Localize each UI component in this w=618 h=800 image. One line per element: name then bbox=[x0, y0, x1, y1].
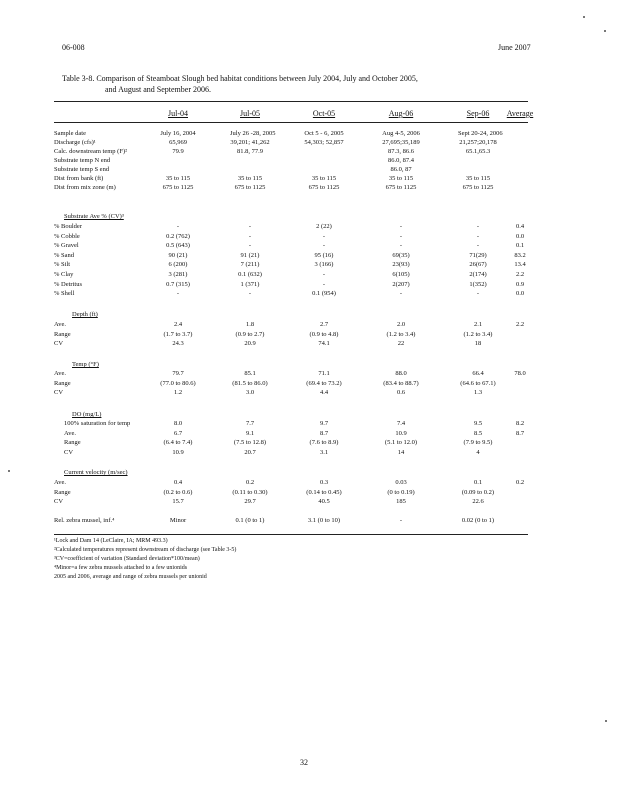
table-cell: 0.6 bbox=[396, 389, 406, 396]
table-row bbox=[54, 429, 528, 439]
caption-line-2: and August and September 2006. bbox=[105, 85, 211, 94]
table-cell: 2(174) bbox=[469, 271, 487, 278]
table-cell: (77.0 to 80.6) bbox=[160, 379, 196, 387]
col-oct05: Oct-05 bbox=[312, 109, 336, 118]
table-cell: 78.0 bbox=[514, 370, 526, 377]
table-cell: 10.9 bbox=[395, 429, 407, 437]
footnote-4: ⁴Minor=a few zebra mussels attached to a few unionids bbox=[54, 565, 188, 571]
substrate-title-row bbox=[54, 212, 528, 222]
table-cell: 91 (21) bbox=[240, 251, 260, 259]
table-cell: - bbox=[176, 290, 180, 298]
table-cell: 675 to 1125 bbox=[234, 184, 266, 191]
table-cell: 1.8 bbox=[245, 321, 255, 328]
table-cell: 79.7 bbox=[172, 370, 184, 377]
col-average: Average bbox=[506, 109, 534, 118]
table-cell: 4 bbox=[476, 448, 480, 456]
table-cell: 20.7 bbox=[244, 448, 256, 456]
table-cell: 24.3 bbox=[172, 340, 184, 347]
table-cell: (0.9 to 4.8) bbox=[309, 330, 339, 338]
row-label: Range bbox=[54, 330, 71, 338]
table-cell: 675 to 1125 bbox=[308, 184, 340, 191]
table-cell: - bbox=[399, 517, 403, 524]
table-cell: 35 to 115 bbox=[237, 175, 263, 182]
table-cell: - bbox=[176, 223, 180, 230]
doc-date: June 2007 bbox=[498, 43, 531, 52]
table-cell: 35 to 115 bbox=[465, 175, 491, 182]
table-cell: 8.5 bbox=[473, 429, 483, 437]
table-cell: - bbox=[399, 242, 403, 250]
table-cell: 35 to 115 bbox=[165, 175, 191, 182]
table-cell: 1.3 bbox=[473, 389, 483, 396]
column-header-row bbox=[54, 109, 534, 119]
table-cell: 23(93) bbox=[392, 261, 410, 269]
table-row bbox=[54, 183, 528, 193]
table-row bbox=[54, 320, 528, 330]
top-rule bbox=[54, 101, 528, 102]
row-label: % Silt bbox=[54, 261, 71, 269]
table-cell: (69.4 to 73.2) bbox=[306, 379, 342, 387]
table-cell: 88.0 bbox=[395, 370, 407, 377]
table-row bbox=[54, 488, 528, 498]
table-cell: 0.2 bbox=[245, 479, 255, 486]
row-label: % Detritus bbox=[54, 280, 82, 288]
table-cell: 15.7 bbox=[172, 498, 184, 505]
table-cell: Oct 5 - 6, 2005 bbox=[304, 130, 344, 137]
table-cell: - bbox=[248, 290, 252, 298]
row-label: % Boulder bbox=[54, 223, 82, 230]
bottom-rule bbox=[54, 534, 528, 535]
table-cell: (1.2 to 3.4) bbox=[463, 330, 493, 338]
table-cell: 3.1 bbox=[319, 448, 329, 456]
row-label: CV bbox=[54, 498, 64, 505]
table-cell: (1.2 to 3.4) bbox=[386, 330, 416, 338]
table-row bbox=[54, 379, 528, 389]
table-cell: 0.1 (0 to 1) bbox=[235, 517, 265, 524]
table-cell: 54,303; 52,857 bbox=[304, 139, 344, 146]
table-cell: (0.2 to 0.6) bbox=[163, 488, 193, 496]
table-cell: 7.4 bbox=[396, 420, 406, 427]
table-cell: 20.9 bbox=[244, 340, 256, 347]
table-cell: 3.0 bbox=[245, 389, 255, 396]
table-caption bbox=[62, 73, 542, 95]
table-cell: - bbox=[248, 223, 252, 230]
table-cell: 7 (211) bbox=[240, 261, 260, 269]
row-label: Dist from mix zone (m) bbox=[54, 184, 116, 191]
row-label: Discharge (cfs)¹ bbox=[54, 139, 96, 146]
table-cell: 35 to 115 bbox=[311, 175, 337, 182]
table-cell: (0.11 to 0.30) bbox=[232, 488, 268, 496]
table-cell: (6.4 to 7.4) bbox=[163, 439, 193, 446]
table-cell: 3.1 (0 to 10) bbox=[307, 517, 341, 524]
row-label: Range bbox=[54, 379, 71, 387]
table-row bbox=[54, 478, 528, 488]
table-cell: (81.5 to 86.0) bbox=[232, 379, 268, 387]
table-cell: 2.0 bbox=[396, 321, 406, 328]
table-cell: - bbox=[476, 232, 480, 240]
table-cell: 185 bbox=[396, 498, 406, 505]
table-row bbox=[54, 369, 528, 379]
table-cell: 29.7 bbox=[244, 498, 256, 505]
table-row bbox=[54, 339, 528, 349]
table-cell: July 26 -28, 2005 bbox=[230, 130, 276, 137]
row-label: % Cobble bbox=[54, 232, 80, 240]
depth-title-row bbox=[54, 310, 528, 320]
table-cell: 6.7 bbox=[173, 429, 183, 437]
row-label: Ave. bbox=[64, 429, 76, 437]
table-cell: 18 bbox=[474, 340, 482, 347]
col-sep06: Sep-06 bbox=[466, 109, 490, 118]
table-cell: 27,695;35,189 bbox=[382, 139, 420, 146]
table-cell: 7.7 bbox=[245, 420, 255, 427]
substrate-title: Substrate Ave % (CV)³ bbox=[64, 213, 124, 220]
table-cell: - bbox=[476, 242, 480, 250]
table-row bbox=[54, 260, 528, 270]
footnote-3: ³CV=coefficient of variation (Standard deviation*100/mean) bbox=[54, 556, 200, 562]
table-cell: 8.7 bbox=[319, 429, 329, 437]
table-row bbox=[54, 222, 528, 232]
table-row bbox=[54, 448, 528, 458]
row-label: Range bbox=[64, 439, 81, 446]
table-row bbox=[54, 270, 528, 280]
col-jul04: Jul-04 bbox=[168, 109, 188, 118]
do-title: DO (mg/L) bbox=[72, 411, 102, 418]
table-row bbox=[54, 330, 528, 340]
table-cell: 1(352) bbox=[469, 280, 487, 288]
table-cell: (7.6 to 8.9) bbox=[309, 439, 339, 446]
table-cell: 21,257;20,178 bbox=[459, 139, 497, 146]
table-cell: 0.7 (315) bbox=[166, 280, 190, 288]
table-cell: 2(207) bbox=[392, 280, 410, 288]
table-cell: 8.2 bbox=[515, 420, 525, 427]
table-cell: - bbox=[399, 232, 403, 240]
page-number: 32 bbox=[300, 758, 308, 767]
row-label: % Gravel bbox=[54, 242, 79, 250]
table-cell: 0.2 bbox=[515, 479, 525, 486]
zebra-mussel-row bbox=[54, 516, 528, 526]
table-cell: 0.1 bbox=[515, 242, 525, 250]
table-cell: 0.1 (632) bbox=[238, 271, 262, 278]
table-cell: 3 (281) bbox=[168, 271, 188, 278]
table-cell: 10.9 bbox=[172, 448, 184, 456]
col-aug06: Aug-06 bbox=[388, 109, 414, 118]
table-cell: 86.0, 87.4 bbox=[388, 157, 414, 164]
table-cell: 6 (200) bbox=[168, 261, 188, 269]
depth-title: Depth (ft) bbox=[72, 311, 98, 318]
table-cell: (7.5 to 12.8) bbox=[233, 439, 267, 446]
table-cell: - bbox=[322, 232, 326, 240]
table-cell: 26(67) bbox=[469, 261, 487, 269]
table-cell: 0.3 bbox=[319, 479, 329, 486]
col-jul05: Jul-05 bbox=[240, 109, 260, 118]
table-cell: (5.1 to 12.0) bbox=[384, 439, 418, 446]
row-label: % Shell bbox=[54, 290, 75, 298]
table-cell: 3 (166) bbox=[314, 261, 334, 269]
table-row bbox=[54, 241, 528, 251]
table-cell: - bbox=[476, 223, 480, 230]
table-cell: 2.1 bbox=[473, 321, 483, 328]
table-cell: 1.2 bbox=[173, 389, 183, 396]
table-cell: (0.9 to 2.7) bbox=[235, 330, 265, 338]
row-label: Ave. bbox=[54, 321, 66, 328]
table-cell: 65.1,65.3 bbox=[465, 148, 491, 155]
table-cell: (0.14 to 0.45) bbox=[306, 488, 342, 496]
table-cell: 0.9 bbox=[515, 280, 525, 288]
table-cell: 8.7 bbox=[515, 429, 525, 437]
table-cell: 69(35) bbox=[392, 251, 410, 259]
table-cell: 71.1 bbox=[318, 370, 330, 377]
velocity-title-row bbox=[54, 468, 528, 478]
table-cell: - bbox=[248, 232, 252, 240]
table-cell: 2.4 bbox=[173, 321, 183, 328]
table-cell: (0.09 to 0.2) bbox=[461, 488, 495, 496]
table-cell: - bbox=[399, 290, 403, 298]
scan-speck bbox=[8, 470, 10, 472]
table-cell: 2 (22) bbox=[316, 223, 332, 230]
doc-id: 06-008 bbox=[62, 43, 85, 52]
table-cell: - bbox=[476, 290, 480, 298]
table-cell: (7.9 to 9.5) bbox=[463, 439, 493, 446]
table-cell: 22.6 bbox=[472, 498, 484, 505]
table-cell: 95 (16) bbox=[314, 251, 334, 259]
row-label: Ave. bbox=[54, 370, 66, 377]
scan-speck bbox=[605, 720, 607, 722]
row-label: % Clay bbox=[54, 271, 74, 278]
table-cell: - bbox=[322, 242, 326, 250]
table-cell: 2.2 bbox=[515, 321, 525, 328]
row-label: Substrate temp N end bbox=[54, 157, 111, 164]
table-cell: 0.2 (762) bbox=[166, 232, 190, 240]
table-row bbox=[54, 419, 528, 429]
table-row bbox=[54, 438, 528, 448]
table-cell: 0.0 bbox=[515, 290, 525, 298]
table-row bbox=[54, 497, 528, 507]
table-row bbox=[54, 280, 528, 290]
table-cell: 9.5 bbox=[473, 420, 483, 427]
table-cell: (83.4 to 88.7) bbox=[383, 379, 419, 387]
table-cell: 675 to 1125 bbox=[162, 184, 194, 191]
table-cell: 90 (21) bbox=[168, 251, 188, 259]
table-row bbox=[54, 251, 528, 261]
row-label: CV bbox=[64, 448, 74, 456]
table-cell: 87.3, 86.6 bbox=[388, 148, 414, 155]
row-label: CV bbox=[54, 389, 64, 396]
scan-speck bbox=[604, 30, 606, 32]
table-cell: 14 bbox=[397, 448, 405, 456]
row-label: Calc. downstream temp (F)² bbox=[54, 148, 128, 155]
row-label: Rel. zebra mussel, inf.⁴ bbox=[54, 517, 115, 524]
table-cell: 65,969 bbox=[169, 139, 187, 146]
table-row bbox=[54, 232, 528, 242]
table-cell: 0.0 bbox=[515, 232, 525, 240]
table-cell: - bbox=[322, 271, 326, 278]
table-cell: 40.5 bbox=[318, 498, 330, 505]
table-cell: 8.0 bbox=[173, 420, 183, 427]
footnote-2: ²Calculated temperatures represent downstream of discharge (see Table 3-5) bbox=[54, 547, 237, 553]
table-cell: 1 (371) bbox=[240, 280, 260, 288]
table-cell: 39,201; 41,262 bbox=[230, 139, 270, 146]
table-cell: 13.4 bbox=[514, 261, 526, 269]
temp-title: Temp (°F) bbox=[72, 361, 99, 368]
table-cell: 74.1 bbox=[318, 340, 330, 347]
table-cell: 85.1 bbox=[244, 370, 256, 377]
footnotes bbox=[54, 537, 236, 582]
row-label: 100% saturation for temp bbox=[64, 420, 131, 427]
row-label: Substrate temp S end bbox=[54, 166, 110, 173]
table-cell: Minor bbox=[169, 517, 187, 524]
table-cell: 0.4 bbox=[515, 223, 525, 230]
table-cell: 9.7 bbox=[319, 420, 329, 427]
table-cell: 675 to 1125 bbox=[385, 184, 417, 191]
table-cell: 22 bbox=[397, 340, 405, 347]
table-cell: 0.5 (643) bbox=[166, 242, 190, 250]
table-cell: 0.02 (0 to 1) bbox=[461, 517, 495, 524]
table-cell: 86.0, 87 bbox=[390, 166, 412, 173]
table-cell: (0 to 0.19) bbox=[387, 488, 415, 496]
table-cell: 2.7 bbox=[319, 321, 329, 328]
table-cell: - bbox=[399, 223, 403, 230]
row-label: % Sand bbox=[54, 251, 75, 259]
table-cell: 9.1 bbox=[245, 429, 255, 437]
table-cell: 66.4 bbox=[472, 370, 484, 377]
caption-line-1: Table 3-8. Comparison of Steamboat Slough bed habitat conditions between July 2004, July and October 2005, bbox=[62, 74, 418, 83]
table-cell: 0.1 (954) bbox=[312, 290, 336, 298]
table-cell: 71(29) bbox=[469, 251, 487, 259]
table-cell: 0.03 bbox=[395, 479, 407, 486]
table-cell: 6(105) bbox=[392, 271, 410, 278]
velocity-title: Current velocity (m/sec) bbox=[64, 469, 128, 476]
table-cell: 675 to 1125 bbox=[462, 184, 494, 191]
row-label: Sample date bbox=[54, 130, 86, 137]
table-row bbox=[54, 388, 528, 398]
table-cell: July 16, 2004 bbox=[160, 130, 196, 137]
table-row bbox=[54, 289, 528, 299]
table-cell: - bbox=[248, 242, 252, 250]
table-cell: 0.4 bbox=[173, 479, 183, 486]
row-label: Range bbox=[54, 488, 71, 496]
table-cell: 0.1 bbox=[473, 479, 483, 486]
header-rule bbox=[54, 122, 528, 123]
table-cell: 2.2 bbox=[515, 271, 525, 278]
table-cell: 81.8, 77.9 bbox=[237, 148, 263, 155]
table-cell: 35 to 115 bbox=[388, 175, 414, 182]
table-cell: (1.7 to 3.7) bbox=[163, 330, 193, 338]
scan-speck bbox=[583, 16, 585, 18]
table-cell: - bbox=[322, 280, 326, 288]
table-cell: 79.9 bbox=[172, 148, 184, 155]
row-label: CV bbox=[54, 340, 64, 347]
row-label: Dist from bank (ft) bbox=[54, 175, 104, 182]
row-label: Ave. bbox=[54, 479, 66, 486]
footnote-1: ¹Lock and Dam 14 (LeClaire, IA; MRM 493.3) bbox=[54, 538, 168, 544]
table-cell: 4.4 bbox=[319, 389, 329, 396]
table-cell: Sept 20-24, 2006 bbox=[458, 130, 503, 137]
table-cell: 83.2 bbox=[514, 251, 526, 259]
table-cell: (64.6 to 67.1) bbox=[460, 379, 496, 387]
footnote-5: 2005 and 2006, average and range of zebra mussels per unionid bbox=[54, 574, 207, 580]
table-cell: Aug 4-5, 2006 bbox=[382, 130, 420, 137]
